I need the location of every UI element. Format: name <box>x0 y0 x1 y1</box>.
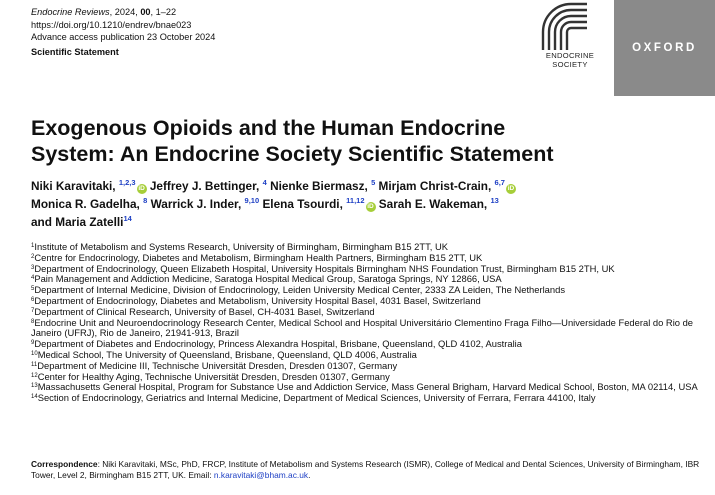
affiliation: $^7$Department of Clinical Research, University of Basel, CH-4031 Basel, Switzerland <box>31 305 375 317</box>
author-list <box>31 177 701 231</box>
article-header-meta <box>31 6 215 58</box>
affiliation: $^{11}$Department of Medicine III, Technische Universität Dresden, Dresden 01307, Germany <box>31 359 398 371</box>
email-link[interactable]: n.karavitaki@bham.ac.uk <box>213 470 309 480</box>
article-title: Exogenous Opioids and the Human Endocrine System: An Endocrine Society Scientific Statement <box>31 116 554 166</box>
advance-access-date: Advance access publication 23 October 2024 <box>31 32 216 43</box>
affiliation: $^8$Endocrine Unit and Neuroendocrinology Research Center, Medical School and Hospital Universitário Clementino Fraga Filho—Universidade Federal do Rio de Janeiro (UFRJ), Rio de Janeiro, 21941-913, Brazil <box>31 316 694 339</box>
author[interactable]: Elena Tsourdi, $^{11,12}$iD <box>262 196 374 211</box>
author[interactable]: Monica R. Gadelha, $^8$ <box>31 196 148 211</box>
article-type: Scientific Statement <box>31 46 119 57</box>
affiliation-refs[interactable]: 9,10 <box>244 196 260 205</box>
affiliation: $^{10}$Medical School, The University of Queensland, Brisbane, Queensland, QLD 4006, Australia <box>31 348 417 360</box>
affiliation-refs[interactable]: 14 <box>123 214 132 223</box>
author[interactable]: Warrick J. Inder, $^{9,10}$ <box>150 196 260 211</box>
endocrine-society-wordmark: ENDOCRINE SOCIETY <box>545 51 595 69</box>
doi-link[interactable]: https://doi.org/10.1210/endrev/bnae023 <box>31 19 192 30</box>
correspondence: Correspondence: Niki Karavitaki, MSc, PhD, FRCP, Institute of Metabolism and Systems Research (ISMR), College of Medical and Dental Sciences, University of Birmingham, IBR Tower, Level 2, Birmingham B15 2TT, UK. Email: n.karavitaki@bham.ac.uk. <box>31 459 700 480</box>
author[interactable]: and Maria Zatelli$^{14}$ <box>31 214 132 229</box>
affiliation-refs[interactable]: 5 <box>371 178 376 187</box>
affiliation-refs[interactable]: 13 <box>490 196 499 205</box>
journal-pages: , 1–22 <box>150 7 177 17</box>
author[interactable]: Mirjam Christ-Crain, $^{6,7}$iD <box>378 178 515 193</box>
journal-citation <box>31 6 215 19</box>
affiliation-refs[interactable]: 6,7 <box>494 178 505 187</box>
author[interactable]: Jeffrey J. Bettinger, $^4$ <box>149 178 267 193</box>
orcid-icon[interactable]: iD <box>507 185 515 192</box>
orcid-icon[interactable]: iD <box>367 203 374 210</box>
journal-volume: 00 <box>140 7 151 17</box>
affiliation: $^9$Department of Diabetes and Endocrinology, Princess Alexandra Hospital, Brisbane, Queensland, QLD 4102, Australia <box>31 338 522 350</box>
endocrine-society-logo <box>535 0 605 75</box>
journal-name: Endocrine Reviews <box>31 7 110 17</box>
affiliation: $^6$Department of Endocrinology, Diabetes and Metabolism, University Hospital Basel, 4031 Basel, Switzerland <box>31 294 481 306</box>
orcid-icon[interactable]: iD <box>138 185 145 192</box>
journal-year: , 2024, <box>109 7 141 17</box>
affiliation: $^5$Department of Internal Medicine, Division of Endocrinology, Leiden University Medical Center, 2333 ZA Leiden, The Netherlands <box>31 284 566 296</box>
affiliation: $^{14}$Section of Endocrinology, Geriatrics and Internal Medicine, Department of Medical Sciences, University of Ferrara, Ferrara 44100, Italy <box>31 392 596 404</box>
affiliation-refs[interactable]: 11,12 <box>346 196 365 205</box>
affiliation: $^{13}$Massachusetts General Hospital, Program for Substance Use and Addiction Service, Mass General Brigham, Harvard Medical School, Boston, MA 02114, USA <box>31 381 698 393</box>
correspondence-label: Correspondence <box>31 459 98 469</box>
affiliation: $^4$Pain Management and Addiction Medicine, Saratoga Hospital Medical Group, Saratoga Springs, NY 12866, USA <box>31 273 502 285</box>
affiliation-refs[interactable]: 4 <box>262 178 267 187</box>
affiliation: $^2$Centre for Endocrinology, Diabetes and Metabolism, Birmingham Health Partners, Birmingham B15 2TT, UK <box>31 251 483 263</box>
oxford-logo <box>614 0 715 96</box>
correspondence-text: : Niki Karavitaki, MSc, PhD, FRCP, Institute of Metabolism and Systems Research (ISMR), College of Medical and Dental Sciences, University of Birmingham, IBR Tower, Level 2, Birmingham B15 2TT, UK. Email: <box>31 459 700 480</box>
affiliation-refs[interactable]: 1,2,3 <box>118 178 136 187</box>
affiliation-list <box>31 242 703 404</box>
author[interactable]: Sarah E. Wakeman, $^{13}$ <box>378 196 499 211</box>
affiliation-refs[interactable]: 8 <box>143 196 148 205</box>
author[interactable]: Nienke Biermasz, $^5$ <box>270 178 376 193</box>
affiliation: $^3$Department of Endocrinology, Queen Elizabeth Hospital, University Hospitals Birmingham NHS Foundation Trust, Birmingham B15 2TH, UK <box>31 262 615 274</box>
affiliation: $^{12}$Center for Healthy Aging, Technische Universität Dresden, Dresden 01307, Germany <box>31 370 390 382</box>
author[interactable]: Niki Karavitaki, $^{1,2,3}$iD <box>31 178 145 193</box>
affiliation: $^1$Institute of Metabolism and Systems Research, University of Birmingham, Birmingham B15 2TT, UK <box>31 241 449 252</box>
oxford-wordmark: OXFORD <box>632 42 697 54</box>
endocrine-society-emblem-icon <box>535 0 605 52</box>
